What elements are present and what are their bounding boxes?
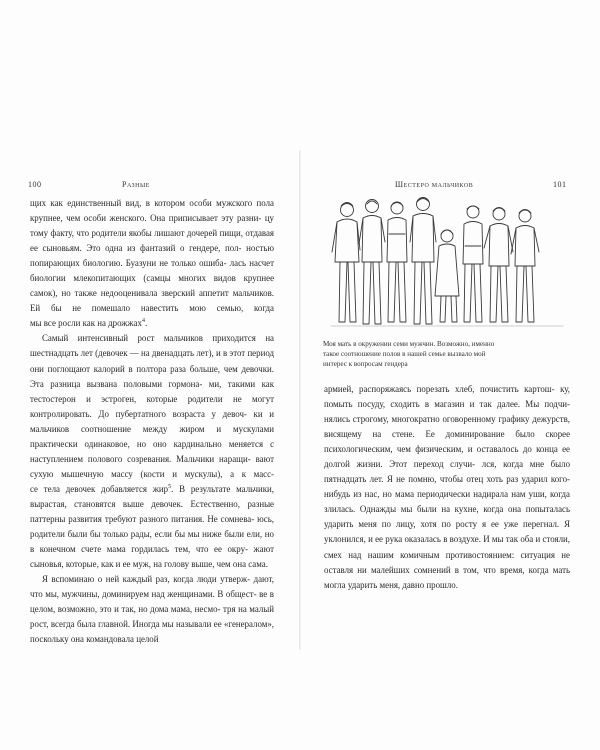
text-line: практически одинаковое, но оно кардинально меняется (30, 438, 264, 449)
text-line: период они поглощают калорий в полтора раза больше, (30, 348, 275, 374)
text-line: называли ее «генералом», поскольку она командовала целой (30, 619, 274, 645)
footnote-marker: 4 (141, 318, 145, 325)
text-line: ностью попирающих биологию. Буазуни не только ошиба- (30, 243, 274, 269)
text-line: ми, такими как тестостерон и эстроген, которые родители (30, 378, 274, 404)
paragraph (324, 382, 570, 593)
text-line: вают сухую мышечную массу (кости и мускулы), а к масс- (30, 453, 274, 479)
text-line: мы были на кухне, когда она попыталась ударить (324, 504, 571, 530)
paragraph (30, 572, 274, 647)
footnote-marker: 5 (168, 483, 172, 490)
left-page-body (30, 196, 274, 647)
text-line: жают сыновья, которые, как и ее муж, на голову выше, чем (30, 544, 274, 570)
text-line: уклонился, и ее рука оказалась в воздухе. И мы так оба и стояли, смех над (324, 534, 570, 560)
text-line: нялись строгому, многократно оговоренному графику (324, 414, 530, 425)
caption-line: интерес к вопросам гендера (323, 360, 408, 368)
text-line: ку, помыть посуду, сходить в магазин и так далее. Мы подчи- (324, 384, 571, 410)
text-line: крупнее, чем особи женского. Она приписывает эту разни- (30, 213, 262, 224)
paragraph (30, 196, 274, 331)
family-drawing-icon (327, 196, 567, 336)
text-line: мы все росли как на дрожжах (30, 318, 142, 329)
text-line: скорее психологическим, чем физическим, и оставалось (324, 429, 571, 455)
left-page (0, 0, 299, 750)
caption-line: такое соотношение полов в нашей семье вызвало мой (323, 350, 486, 358)
text-line: цу тому факту, что родители якобы лишают дочерей пищи, (30, 213, 274, 239)
text-line: Самый интенсивный рост мальчиков приходится (42, 333, 256, 344)
text-line: ки и мальчиков соотношение между жиром и мускулами (30, 408, 275, 434)
paragraph (30, 331, 274, 572)
text-line: отдавая ее сыновьям. Это одна из фантазий о гендере, пол- (30, 228, 275, 254)
text-line: лся, когда мне было пятнадцать лет. Я не помню, (324, 459, 571, 485)
text-fragment: . В результате мальчики, (171, 483, 274, 494)
text-line: периодически надирала нам уши, когда злилась. Однажды (324, 489, 571, 515)
figure-caption (323, 339, 495, 369)
text-line: щих как единственный вид, в котором особи мужского пола (30, 198, 274, 208)
text-line: лась насчет биологии млекопитающих (самцы многих видов (30, 258, 274, 284)
text-fragment: . (144, 318, 148, 329)
text-line: до конца ее долгой жизни. Этот переход случи- (324, 444, 571, 470)
text-line: ели, но в конечном счете мама гордилась тем, что ее окру- (30, 529, 274, 555)
text-line: не могут контролировать. До пубертатного возраста у девоч- (30, 393, 275, 419)
text-line: ни малейших сомнений в том, что время, когда мать могла (324, 564, 570, 590)
text-line: ударить меня, давно прошло. (347, 579, 458, 590)
text-line: меня по лицу, хотя по росту я ее уже перегнал. Я (358, 519, 570, 530)
text-line: чтобы отец хоть раз ударил кого-нибудь из нас, но мама (324, 474, 570, 500)
text-line: мальчиков. Ей бы не помешало навестить мою семью, когда (30, 288, 275, 314)
right-page-body (324, 382, 570, 593)
text-line: она сама. (232, 559, 268, 570)
running-title-left: Разные (122, 180, 150, 189)
family-illustration (327, 196, 567, 336)
text-line: тря на малый рост, всегда была главной. Иногда мы (30, 604, 274, 630)
text-line: на шестнадцать лет (девочек — на двенадцать лет), и в этот (30, 333, 275, 359)
text-line: с наступлением полового созревания. Мальчики наращи- (30, 438, 275, 464)
text-line: паттерны развития требуют разного питания. Не сомнева- (30, 513, 255, 524)
text-line: вырастая, становятся выше девочек. Естественно, разные (30, 498, 274, 509)
text-line: армией, распоряжаясь порезать хлеб, почистить картош- (324, 384, 555, 394)
text-line: юсь, родители были бы только рады, если бы мы ниже были (30, 513, 275, 540)
page-number-right: 101 (553, 180, 567, 189)
right-page (301, 0, 600, 750)
text-line: се тела девочек добавляется жир (30, 483, 169, 494)
text-line: ве в целом, возможно, это и так, но дома мама, несмо- (30, 589, 274, 615)
page-number-left: 100 (28, 180, 42, 189)
running-title-right: Шестеро мальчиков (395, 180, 474, 189)
text-line: крупнее самок), но также недооценивала зверский аппетит (30, 273, 275, 299)
text-line: Я вспоминаю о ней каждый раз, когда люди утверж- (42, 574, 251, 585)
text-line: нашим комичным противостоянием: ситуация не оставля (324, 549, 570, 575)
text-line: дают, что мы, мужчины, доминируем над женщинами. В общест- (30, 574, 274, 600)
text-line: дежурств, висящему на стене. Ее доминирование было (324, 414, 571, 440)
text-line: чем девочки. Эта разница вызвана половыми гормона- (30, 363, 275, 389)
caption-line: Моя мать в окружении семи мужчин. Возможно, именно (323, 340, 495, 348)
